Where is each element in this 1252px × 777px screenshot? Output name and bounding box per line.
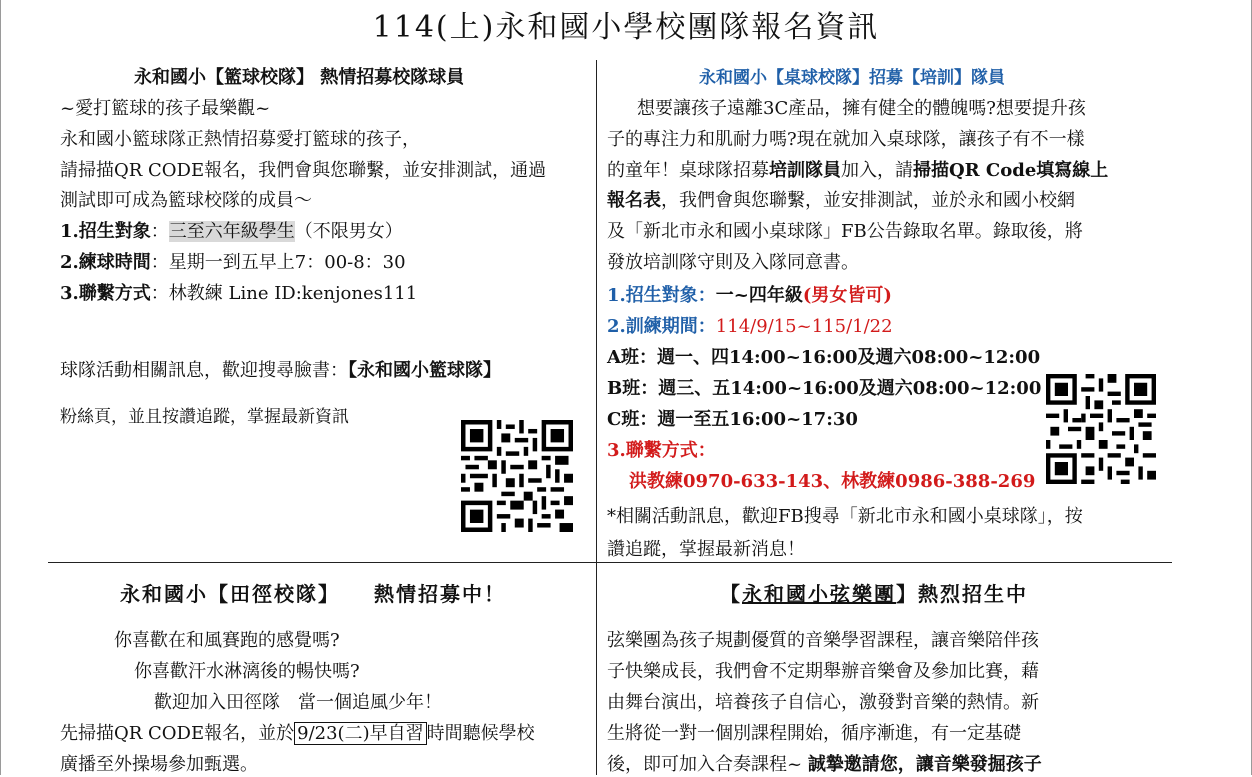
- basketball-heading: 永和國小【籃球校隊】 熱情招募校隊球員: [134, 67, 465, 88]
- track-heading: [120, 582, 506, 606]
- text-run: 培訓隊員: [769, 160, 841, 181]
- item-label: 2.訓練期間：: [607, 316, 716, 337]
- pingpong-text: [607, 189, 1075, 213]
- text-run: 誠摯邀請您，讓音樂發掘孩子: [807, 754, 1042, 775]
- basketball-item-contact: [60, 282, 417, 306]
- track-line: 你喜歡汗水淋漓後的暢快嗎?: [134, 661, 360, 682]
- pingpong-text: 發放培訓隊守則及入隊同意書。: [607, 252, 859, 273]
- item-value: 一~四年級: [715, 285, 803, 306]
- fb-page-name: 【永和國小籃球隊】: [348, 360, 501, 381]
- item-label: 1.招生對象: [60, 221, 151, 242]
- item-label: 2.練球時間: [60, 252, 151, 273]
- qr-code-icon: [461, 420, 573, 532]
- fb-text: 球隊活動相關訊息，歡迎搜尋臉書：: [60, 360, 348, 381]
- basketball-item-target: [60, 220, 403, 244]
- pingpong-note: 讚追蹤，掌握最新消息！: [607, 539, 805, 560]
- basketball-text: 永和國小籃球隊正熱情招募愛打籃球的孩子，: [60, 129, 420, 150]
- strings-text: 生將從一對一個別課程開始，循序漸進，有一定基礎: [607, 723, 1021, 744]
- item-value: ：星期一到五早上7：00-8：30: [150, 252, 406, 273]
- page-title: 114(上)永和國小學校團隊報名資訊: [372, 10, 880, 45]
- basketball-item-time: [60, 251, 406, 275]
- heading-part: 永和國小【田徑校隊】: [120, 582, 340, 606]
- text-run: 的童年！桌球隊招募: [607, 160, 769, 181]
- pingpong-text: 子的專注力和肌耐力嗎?現在就加入桌球隊，讓孩子有不一樣: [607, 129, 1085, 150]
- item-sep: ：: [150, 221, 169, 242]
- row-divider: [48, 562, 1172, 563]
- text-run: 報名表: [607, 190, 661, 211]
- item-value: ：林教練 Line ID:kenjones111: [150, 283, 418, 304]
- text-run: 掃描QR Code填寫線上: [913, 160, 1109, 181]
- text-run: 先掃描QR CODE報名，並於: [60, 723, 295, 744]
- basketball-fb-text: [60, 359, 501, 383]
- text-run: 時間聽候學校: [426, 723, 535, 744]
- strings-heading: [720, 582, 1028, 606]
- track-text: 廣播至外操場參加甄選。: [60, 754, 258, 775]
- text-run: 加入，請: [841, 160, 913, 181]
- trial-date: 9/23(二)早自習: [294, 722, 426, 745]
- basketball-subtitle: ~愛打籃球的孩子最樂觀~: [60, 98, 271, 119]
- pingpong-class-b: B班：週三、五14:00~16:00及週六08:00~12:00: [607, 378, 1042, 399]
- item-value: 三至六年級學生: [168, 221, 295, 242]
- text-run: 後，即可加入合奏課程~: [607, 754, 808, 775]
- strings-text: 由舞台演出，培養孩子自信心，激發對音樂的熱情。新: [607, 692, 1039, 713]
- item-note: （不限男女）: [294, 221, 403, 242]
- track-line: 你喜歡在和風賽跑的感覺嗎?: [114, 630, 340, 651]
- heading-part: 【: [720, 582, 742, 606]
- strings-text: 弦樂團為孩子規劃優質的音樂學習課程，讓音樂陪伴孩: [607, 630, 1039, 651]
- pingpong-contact-label: 3.聯繫方式：: [607, 440, 716, 461]
- item-value: 114/9/15~115/1/22: [715, 316, 893, 337]
- page-edge: [0, 0, 1, 775]
- strings-text: 子快樂成長，我們會不定期舉辦音樂會及參加比賽，藉: [607, 661, 1039, 682]
- strings-text: [607, 753, 1042, 777]
- track-text: [60, 722, 535, 746]
- pingpong-item-period: [607, 315, 893, 339]
- item-label: 1.招生對象：: [607, 285, 716, 306]
- text-run: ，我們會與您聯繫，並安排測試，並於永和國小校網: [661, 190, 1075, 211]
- pingpong-class-a: A班：週一、四14:00~16:00及週六08:00~12:00: [607, 347, 1041, 368]
- item-note: (男女皆可): [802, 285, 892, 306]
- pingpong-text: [607, 159, 1108, 183]
- basketball-text: 測試即可成為籃球校隊的成員～: [60, 190, 312, 211]
- pingpong-note: *相關活動訊息，歡迎FB搜尋「新北市永和國小桌球隊」，按: [607, 506, 1083, 527]
- pingpong-heading: 永和國小【桌球校隊】招募【培訓】隊員: [699, 68, 1005, 88]
- column-divider: [596, 60, 597, 775]
- heading-part: 】熱烈招生中: [896, 582, 1028, 606]
- pingpong-item-target: [607, 284, 892, 308]
- heading-part: 永和國小弦樂團: [742, 582, 896, 606]
- item-label: 3.聯繫方式: [60, 283, 151, 304]
- pingpong-contacts: 洪教練0970-633-143、林教練0986-388-269: [629, 471, 1036, 492]
- basketball-text: 請掃描QR CODE報名，我們會與您聯繫，並安排測試，通過: [60, 160, 547, 181]
- basketball-fb-text: 粉絲頁，並且按讚追蹤，掌握最新資訊: [60, 407, 349, 427]
- pingpong-class-c: C班：週一至五16:00~17:30: [607, 409, 858, 430]
- qr-code-icon: [1046, 374, 1156, 484]
- pingpong-text: 想要讓孩子遠離3C產品，擁有健全的體魄嗎?想要提升孩: [637, 98, 1086, 119]
- track-line: 歡迎加入田徑隊 當一個追風少年！: [154, 692, 442, 713]
- heading-part: 熱情招募中！: [374, 582, 506, 606]
- pingpong-text: 及「新北市永和國小桌球隊」FB公告錄取名單。錄取後，將: [607, 221, 1083, 242]
